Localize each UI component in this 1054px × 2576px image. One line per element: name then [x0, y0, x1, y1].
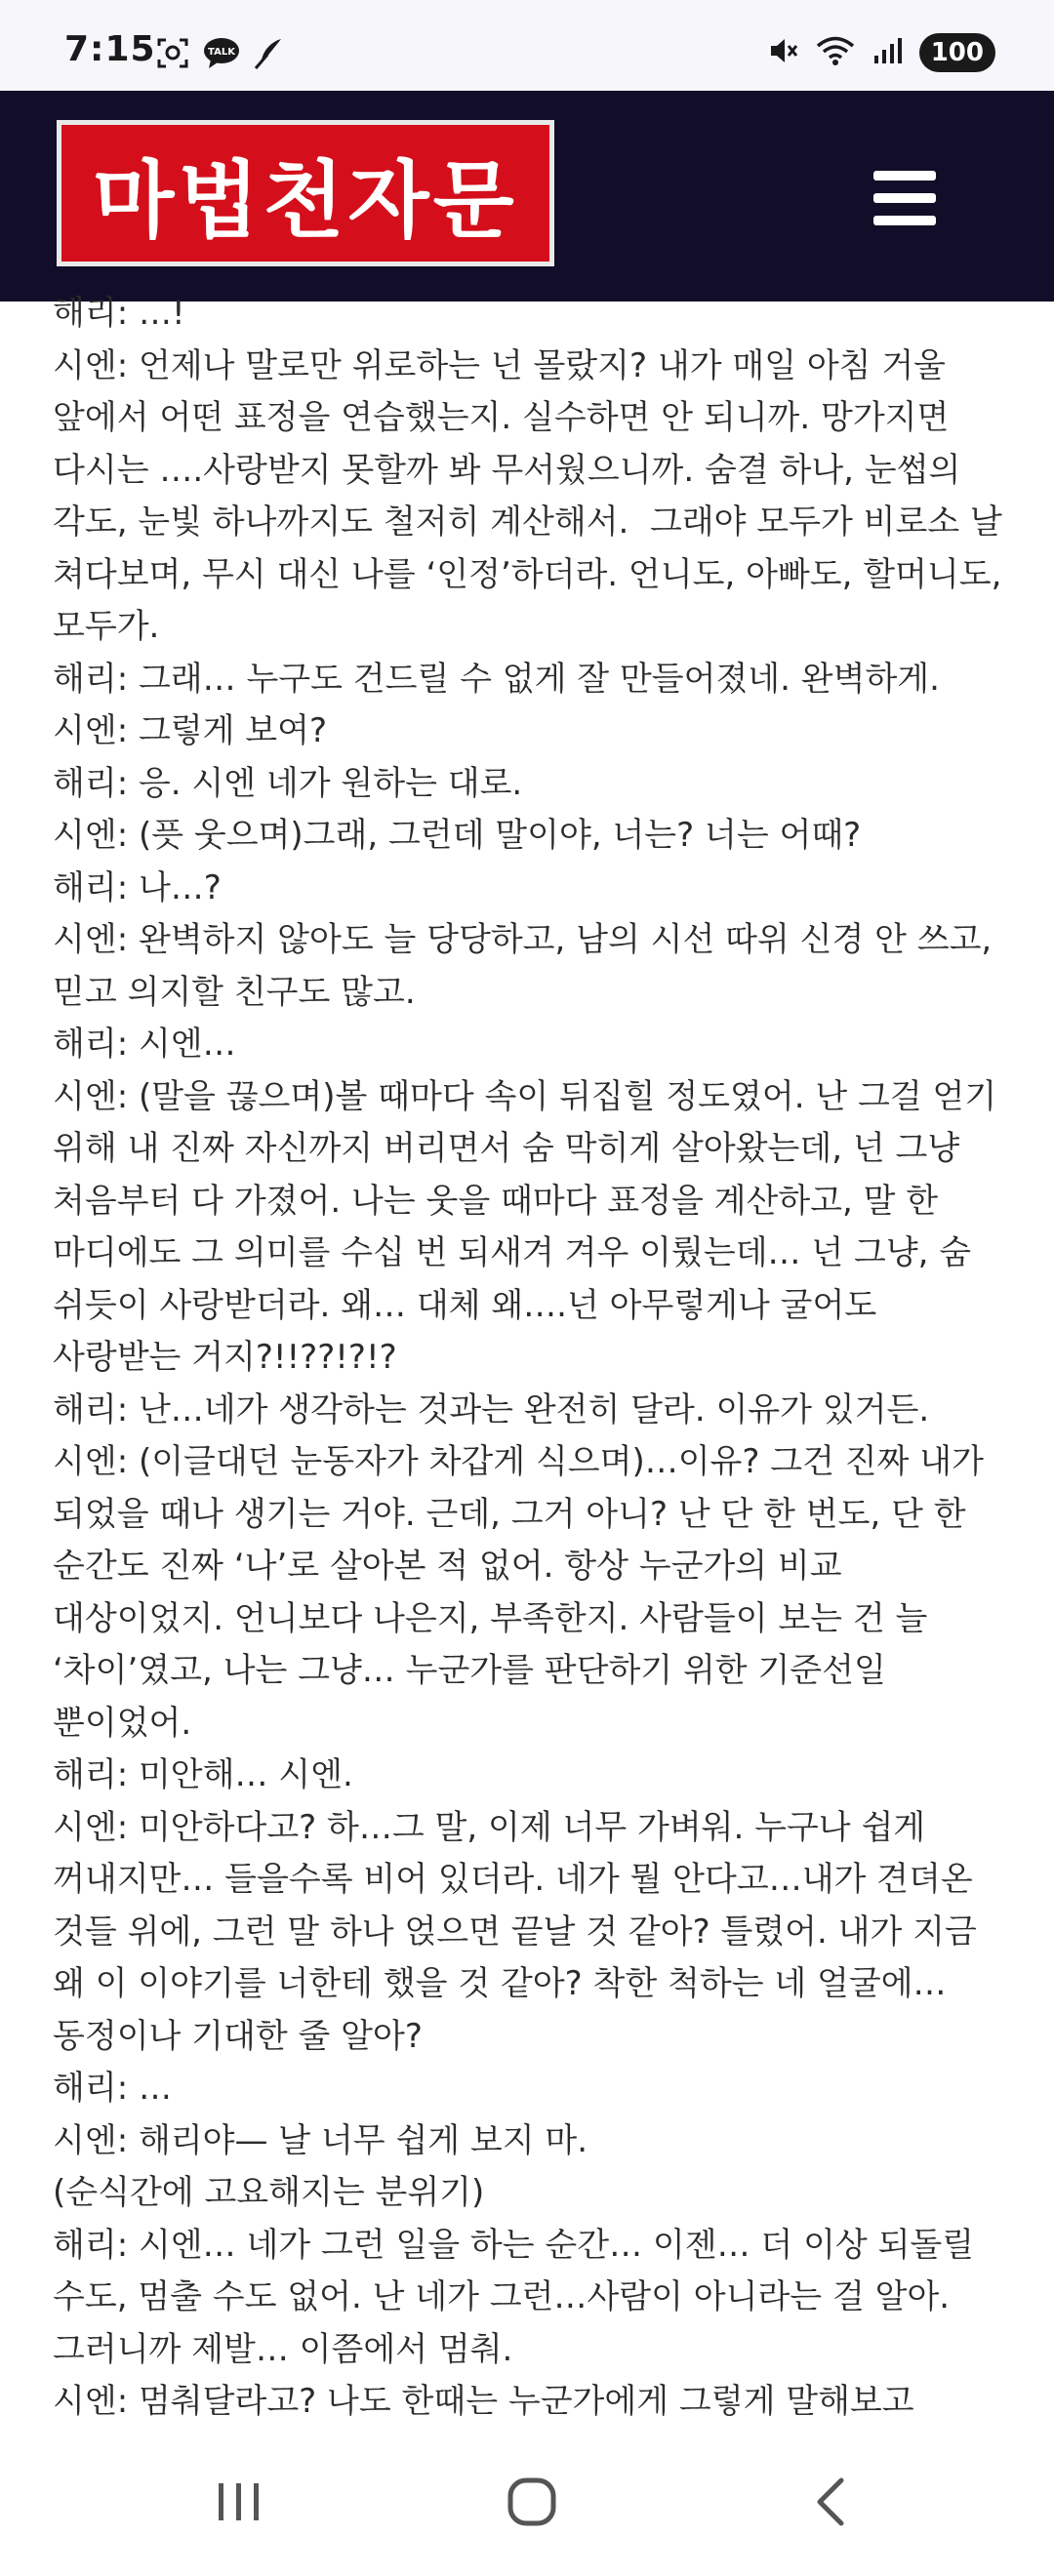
- dialogue-line: 해리: 시엔… 네가 그런 일을 하는 순간… 이젠… 더 이상 되돌릴 수도, 멈출 수도 없어. 난 네가 그런…사람이 아니라는 걸 알아. 그러니까 제발… 이쯤에서 멈춰.: [53, 2225, 985, 2369]
- signal-icon: [872, 36, 902, 69]
- dialogue-line: 해리: …!: [53, 294, 185, 333]
- battery-indicator: 100: [919, 33, 995, 72]
- status-system-icons: [767, 33, 995, 72]
- svg-text:TALK: TALK: [208, 47, 235, 58]
- dialogue-line: 시엔: (이글대던 눈동자가 차갑게 식으며)…이유? 그건 진짜 내가 되었을 때나 생기는 거야. 근데, 그거 아니? 난 단 한 번도, 단 한 순간도 진짜 ‘나’로 살아본 적 없어. 항상 누군가의 비교 대상이었지. 언니보다 나은지, 부족한지. 사람들이 보는 건 늘 ‘차이’였고, 나는 그냥… 누군가를 판단하기 위한 기준선일 뿐이었어.: [53, 1442, 994, 1743]
- home-icon[interactable]: [473, 2463, 590, 2541]
- recent-apps-icon[interactable]: [181, 2463, 298, 2541]
- dialogue-line: 해리: 응. 시엔 네가 원하는 대로.: [53, 763, 523, 803]
- dialogue-line: 시엔: 해리야— 날 너무 쉽게 보지 마.: [53, 2120, 588, 2160]
- hamburger-menu-icon[interactable]: [873, 171, 938, 225]
- script-content[interactable]: [0, 294, 1054, 2434]
- dialogue-line: 시엔: 언제나 말로만 위로하는 넌 몰랐지? 내가 매일 아침 거울 앞에서 어떤 표정을 연습했는지. 실수하면 안 되니까. 망가지면 다시는 ….사랑받지 못할까 봐 무서웠으니까. 숨결 하나, 눈썹의 각도, 눈빛 하나까지도 철저히 계산해서. 그래야 모두가 비로소 날 쳐다보며, 무시 대신 나를 ‘인정’하더라. 언니도, 아빠도, 할머니도, 모두가.: [53, 345, 1013, 646]
- dialogue-line: 해리: 미안해… 시엔.: [53, 1755, 353, 1794]
- dialogue-line: 시엔: 그렇게 보여?: [53, 711, 328, 750]
- status-notification-icons: [156, 35, 285, 74]
- app-header: [0, 91, 1054, 302]
- dialogue-line: (순식간에 고요해지는 분위기): [53, 2173, 485, 2212]
- back-icon[interactable]: [771, 2463, 888, 2541]
- site-logo-text: 마법천자문: [93, 152, 518, 250]
- dialogue-line: 해리: 난…네가 생각하는 것과는 완전히 달라. 이유가 있거든.: [53, 1389, 930, 1429]
- system-nav-bar: [0, 2434, 1054, 2576]
- status-bar: [0, 0, 1054, 91]
- dialogue-line: 시엔: (픗 웃으며)그래, 그런데 말이야, 너는? 너는 어때?: [53, 816, 862, 855]
- kakaotalk-icon: [203, 36, 240, 73]
- dialogue-line: 해리: 시엔…: [53, 1025, 236, 1064]
- dialogue-line: 시엔: 멈춰달라고? 나도 한때는 누군가에게 그렇게 말해보고: [53, 2382, 914, 2421]
- status-time: 7:15: [64, 29, 156, 69]
- dialogue-line: 해리: 나…?: [53, 867, 222, 907]
- dialogue-line: 시엔: 완벽하지 않아도 늘 당당하고, 남의 시선 따위 신경 안 쓰고, 믿고 의지할 친구도 많고.: [53, 920, 1003, 1012]
- dialogue-line: 시엔: 미안하다고? 하…그 말, 이제 너무 가벼워. 누구나 쉽게 꺼내지만… 들을수록 비어 있더라. 네가 뭘 안다고…내가 견뎌온 것들 위에, 그런 말 하나 얹으면 끝날 것 같아? 틀렸어. 내가 지금 왜 이 이야기를 너한테 했을 것 같아? 착한 척하는 네 얼굴에… 동정이나 기대한 줄 알아?: [53, 1807, 988, 2056]
- feather-icon: [254, 35, 285, 74]
- dialogue-line: 해리: …: [53, 2069, 172, 2108]
- dialogue-line: 시엔: (말을 끊으며)볼 때마다 속이 뒤집힐 정도였어. 난 그걸 얻기 위해 내 진짜 자신까지 버리면서 숨 막히게 살아왔는데, 넌 그냥 처음부터 다 가졌어. 나는 웃을 때마다 표정을 계산하고, 말 한 마디에도 그 의미를 수십 번 되새겨 겨우 이뤘는데… 넌 그냥, 숨 쉬듯이 사랑받더라. 왜… 대체 왜….넌 아무렇게나 굴어도 사랑받는 거지?!!??!?!?: [53, 1076, 1007, 1377]
- dialogue-text: [53, 288, 1013, 2480]
- site-logo[interactable]: [57, 120, 554, 266]
- dialogue-line: 해리: 그래… 누구도 건드릴 수 없게 잘 만들어졌네. 완벽하게.: [53, 659, 940, 699]
- wifi-icon: [816, 35, 855, 70]
- screenshot-icon: [156, 36, 189, 73]
- mute-icon: [767, 35, 798, 70]
